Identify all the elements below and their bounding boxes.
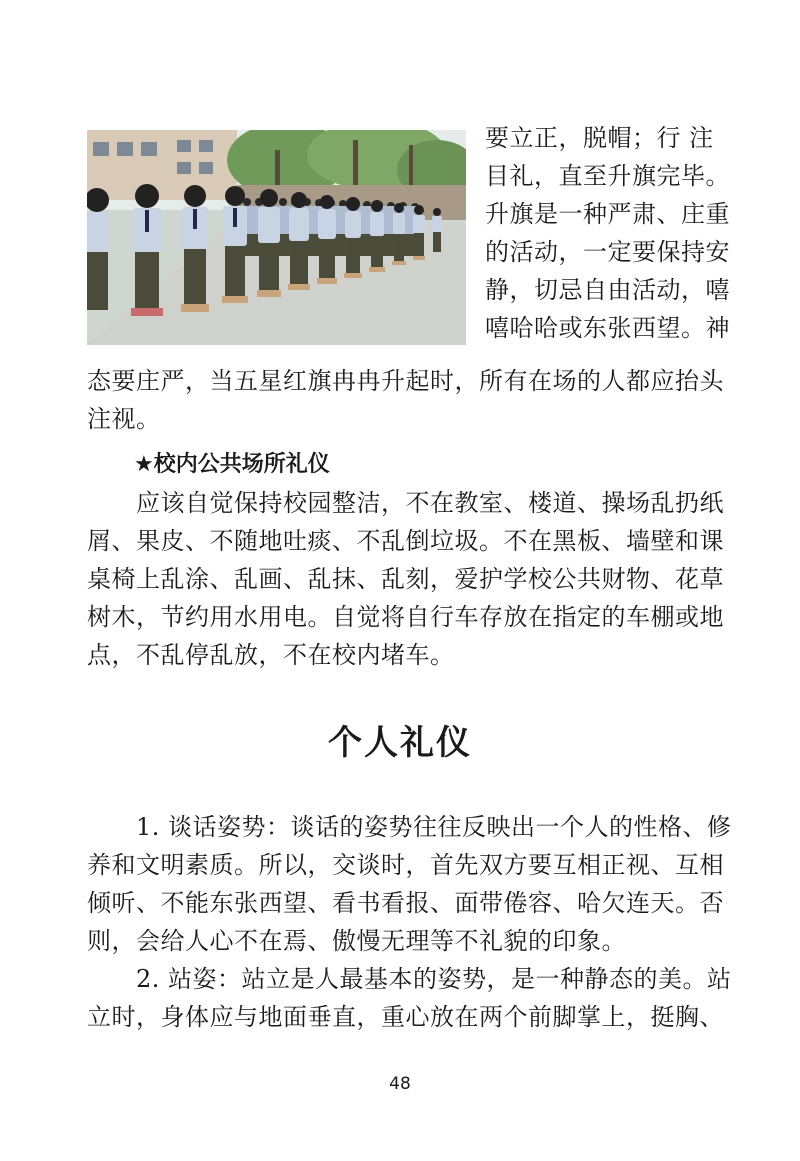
text-line: 树木，节约用水用电。自觉将自行车存放在指定的车棚或地 [87,603,724,631]
text-line: 静，切忌自由活动，嘻 [485,276,730,304]
text-line: 要立正，脱帽；行 注 [485,124,714,152]
text-line: 2. 站姿：站立是人最基本的姿势，是一种静态的美。站 [87,965,732,993]
text-line: 点，不乱停乱放，不在校内堵车。 [87,641,455,669]
text-line: 立时，身体应与地面垂直，重心放在两个前脚掌上，挺胸、 [87,1003,724,1031]
text-line: 则，会给人心不在焉、傲慢无理等不礼貌的印象。 [87,927,626,955]
text-line: 态要庄严，当五星红旗冉冉升起时，所有在场的人都应抬头 [87,367,724,395]
text-line: 养和文明素质。所以，交谈时，首先双方要互相正视、互相 [87,851,724,879]
personal-etiquette-text [87,808,732,1036]
text-line: 应该自觉保持校园整洁，不在教室、楼道、操场乱扔纸 [87,489,724,517]
text-line: 倾听、不能东张西望、看书看报、面带倦容、哈欠连天。否 [87,889,724,917]
text-line: 嘻哈哈或东张西望。神 [485,314,730,342]
section-title: 个人礼仪 [328,723,472,763]
text-line: 目礼，直至升旗完毕。 [485,162,730,190]
text-line: 屑、果皮、不随地吐痰、不乱倒垃圾。不在黑板、墙壁和课 [87,527,724,555]
public-places-paragraph [87,484,727,674]
text-line: 注视。 [87,405,161,433]
text-line: 升旗是一种严肃、庄重 [485,200,730,228]
text-line: 的活动，一定要保持安 [485,238,730,266]
intro-side-text [485,119,730,347]
flag-ceremony-photo [87,130,466,345]
text-line: 桌椅上乱涂、乱画、乱抹、乱刻，爱护学校公共财物、花草 [87,565,724,593]
intro-full-text [87,362,727,438]
public-places-heading: ★校内公共场所礼仪 [134,452,330,477]
text-line: 1. 谈话姿势：谈话的姿势往往反映出一个人的性格、修 [87,813,732,841]
page-number: 48 [389,1074,411,1094]
